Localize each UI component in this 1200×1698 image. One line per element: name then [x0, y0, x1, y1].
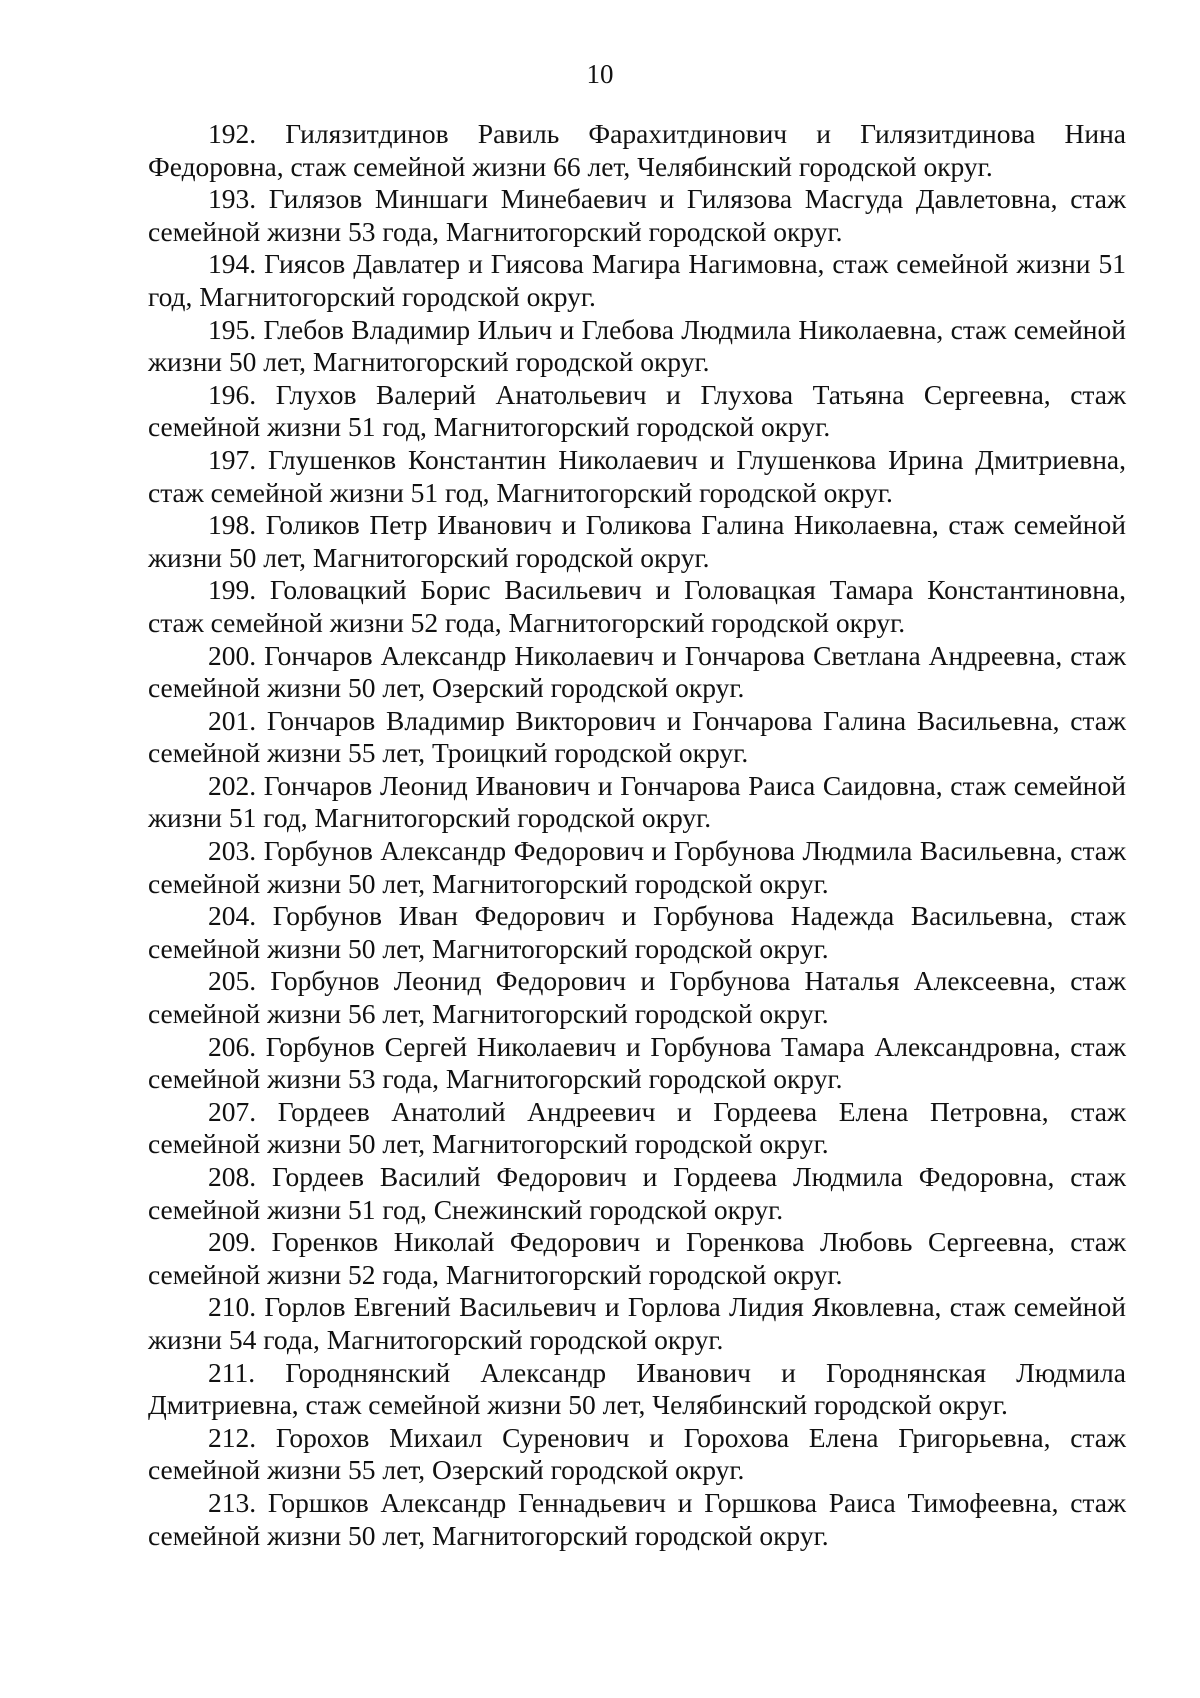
list-item: 211. Городнянский Александр Иванович и Городнянская Людмила Дмитриевна, стаж семейной жизни 50 лет, Челябинский городской округ. [148, 1356, 1126, 1421]
list-item: 194. Гиясов Давлатер и Гиясова Магира Нагимовна, стаж семейной жизни 51 год, Магнитогорский городской округ. [148, 248, 1126, 312]
list-item: 205. Горбунов Леонид Федорович и Горбунова Наталья Алексеевна, стаж семейной жизни 56 лет, Магнитогорский городской округ. [148, 965, 1126, 1030]
list-item: 202. Гончаров Леонид Иванович и Гончарова Раиса Саидовна, стаж семейной жизни 51 год, Магнитогорский городской округ. [148, 769, 1126, 834]
list-item: 197. Глушенков Константин Николаевич и Глушенкова Ирина Дмитриевна, стаж семейной жизни 51 год, Магнитогорский городской округ. [148, 443, 1126, 508]
list-item: 210. Горлов Евгений Васильевич и Горлова Лидия Яковлевна, стаж семейной жизни 54 года, Магнитогорский городской округ. [148, 1291, 1126, 1355]
list-item: 192. Гилязитдинов Равиль Фарахитдинович и Гилязитдинова Нина Федоровна, стаж семейной жизни 66 лет, Челябинский городской округ. [148, 118, 1126, 182]
list-item: 209. Горенков Николай Федорович и Горенкова Любовь Сергеевна, стаж семейной жизни 52 года, Магнитогорский городской округ. [148, 1226, 1126, 1290]
list-item: 207. Гордеев Анатолий Андреевич и Гордеева Елена Петровна, стаж семейной жизни 50 лет, Магнитогорский городской округ. [148, 1095, 1126, 1160]
list-item: 196. Глухов Валерий Анатольевич и Глухова Татьяна Сергеевна, стаж семейной жизни 51 год, Магнитогорский городской округ. [148, 378, 1126, 443]
list-item: 208. Гордеев Василий Федорович и Гордеева Людмила Федоровна, стаж семейной жизни 51 год, Снежинский городской округ. [148, 1161, 1126, 1225]
list-item: 198. Голиков Петр Иванович и Голикова Галина Николаевна, стаж семейной жизни 50 лет, Магнитогорский городской округ. [148, 509, 1126, 573]
entry-list [148, 118, 1126, 1552]
list-item: 193. Гилязов Миншаги Минебаевич и Гилязова Масгуда Давлетовна, стаж семейной жизни 53 года, Магнитогорский городской округ. [148, 183, 1126, 247]
list-item: 200. Гончаров Александр Николаевич и Гончарова Светлана Андреевна, стаж семейной жизни 50 лет, Озерский городской округ. [148, 639, 1126, 704]
page-number: 10 [586, 59, 614, 89]
list-item: 212. Горохов Михаил Суренович и Горохова Елена Григорьевна, стаж семейной жизни 55 лет, Озерский городской округ. [148, 1421, 1126, 1486]
list-item: 199. Головацкий Борис Васильевич и Головацкая Тамара Константиновна, стаж семейной жизни 52 года, Магнитогорский городской округ. [148, 574, 1126, 638]
list-item: 201. Гончаров Владимир Викторович и Гончарова Галина Васильевна, стаж семейной жизни 55 лет, Троицкий городской округ. [148, 704, 1126, 769]
list-item: 213. Горшков Александр Геннадьевич и Горшкова Раиса Тимофеевна, стаж семейной жизни 50 лет, Магнитогорский городской округ. [148, 1486, 1126, 1551]
list-item: 206. Горбунов Сергей Николаевич и Горбунова Тамара Александровна, стаж семейной жизни 53 года, Магнитогорский городской округ. [148, 1030, 1126, 1095]
list-item: 204. Горбунов Иван Федорович и Горбунова Надежда Васильевна, стаж семейной жизни 50 лет, Магнитогорский городской округ. [148, 900, 1126, 964]
list-item: 203. Горбунов Александр Федорович и Горбунова Людмила Васильевна, стаж семейной жизни 50 лет, Магнитогорский городской округ. [148, 835, 1126, 899]
list-item: 195. Глебов Владимир Ильич и Глебова Людмила Николаевна, стаж семейной жизни 50 лет, Магнитогорский городской округ. [148, 313, 1126, 378]
